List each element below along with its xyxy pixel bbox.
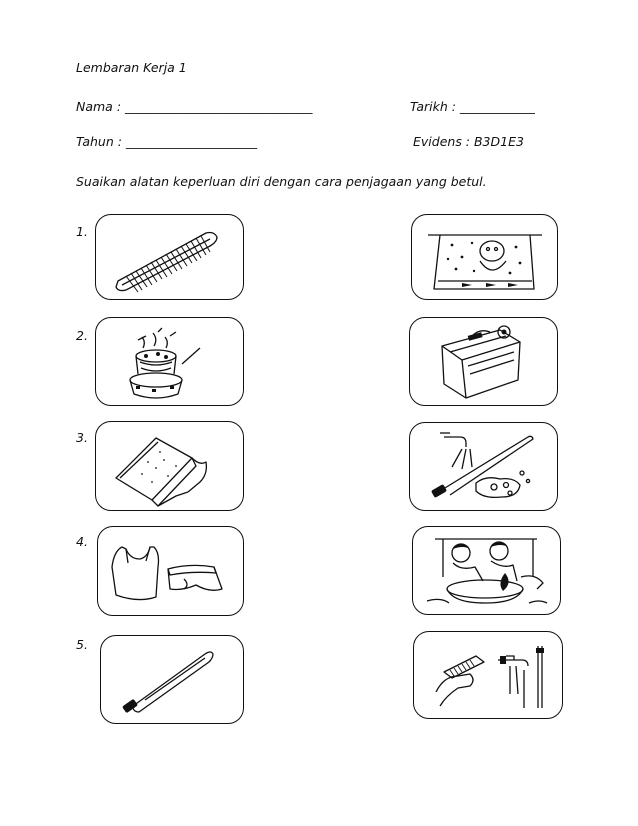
- left-item-box-1[interactable]: [95, 214, 244, 300]
- singlet-and-underwear-icon: [98, 527, 243, 615]
- folded-towel-icon: [96, 422, 243, 510]
- worksheet-title: Lembaran Kerja 1: [76, 60, 187, 75]
- washing-comb-at-tap-icon: [414, 632, 562, 718]
- right-item-box-3[interactable]: [409, 422, 558, 511]
- left-item-box-2[interactable]: [95, 317, 244, 406]
- item-number-5: 5.: [76, 637, 88, 652]
- towel-drying-on-rail-icon: [412, 215, 557, 299]
- right-item-box-4[interactable]: [412, 526, 561, 615]
- right-item-box-5[interactable]: [413, 631, 563, 719]
- left-item-box-4[interactable]: [97, 526, 244, 616]
- item-number-4: 4.: [76, 534, 88, 549]
- left-item-box-5[interactable]: [100, 635, 244, 724]
- nama-field[interactable]: Nama : ______________________________: [76, 99, 313, 114]
- item-number-2: 2.: [76, 328, 88, 343]
- washing-machine-icon: [410, 318, 557, 405]
- tarikh-field[interactable]: Tarikh : ____________: [410, 99, 535, 114]
- tahun-field[interactable]: Tahun : _____________________: [76, 134, 258, 149]
- toothbrush-icon: [101, 636, 243, 723]
- comb-icon: [96, 215, 243, 299]
- rinsing-toothbrush-under-tap-icon: [410, 423, 557, 510]
- right-item-box-2[interactable]: [409, 317, 558, 406]
- right-item-box-1[interactable]: [411, 214, 558, 300]
- item-number-1: 1.: [76, 224, 88, 239]
- evidens-label: Evidens : B3D1E3: [413, 134, 524, 149]
- children-washing-clothes-icon: [413, 527, 560, 614]
- item-number-3: 3.: [76, 430, 88, 445]
- instruction-text: Suaikan alatan keperluan diri dengan cara penjagaan yang betul.: [76, 174, 487, 189]
- steaming-laundry-basin-icon: [96, 318, 243, 405]
- left-item-box-3[interactable]: [95, 421, 244, 511]
